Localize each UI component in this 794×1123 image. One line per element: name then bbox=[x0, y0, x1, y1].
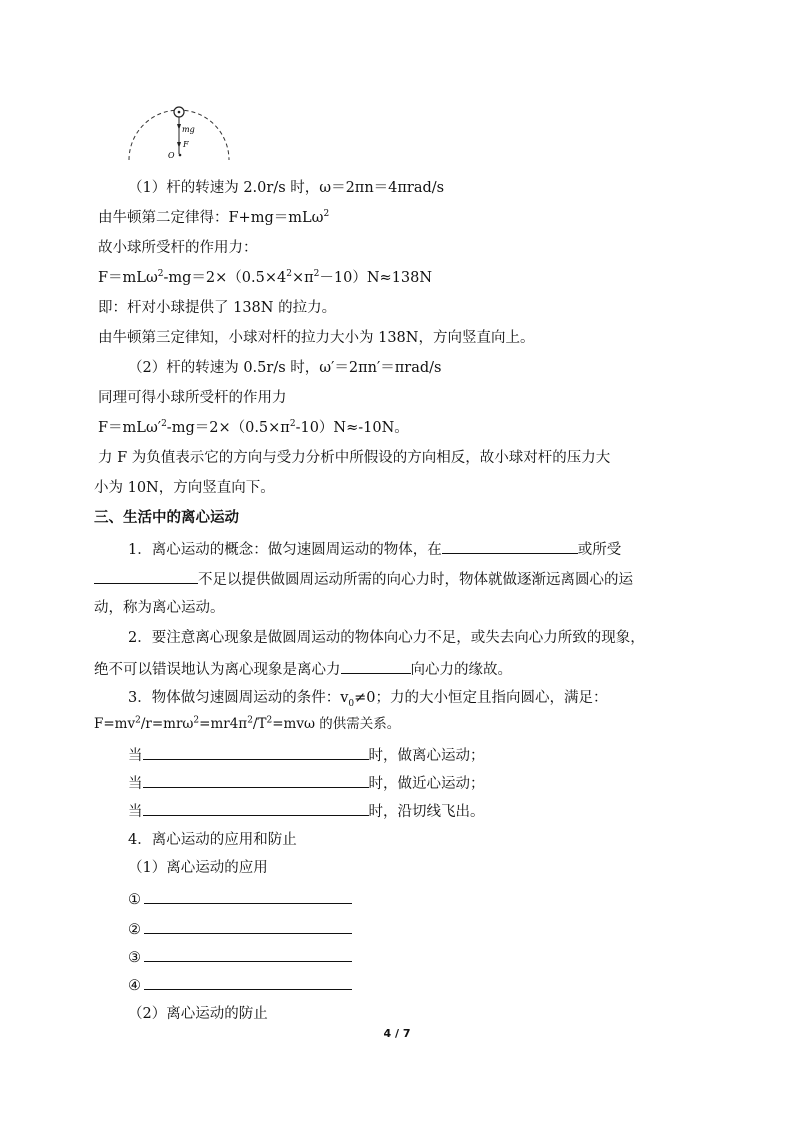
F-label: F bbox=[183, 140, 189, 149]
text-line: $F=mL\omega^2-mg=2\times(0.5\times 4^2\times\pi^2-10)N\approx 138N$ bbox=[98, 269, 433, 286]
fill-blank[interactable] bbox=[143, 744, 369, 760]
text-line: 4．离心运动的应用和防止 bbox=[128, 832, 297, 848]
text-line: 力 F 为负值表示它的方向与受力分析中所假设的方向相反，故小球对杆的压力大 bbox=[98, 450, 611, 466]
text-line: （2）离心运动的防止 bbox=[128, 1006, 268, 1022]
text-line: $F=mL\omega'^2-mg=2\times(0.5\times\pi^2-10)N\approx-10N$。 bbox=[98, 419, 409, 436]
fill-blank[interactable] bbox=[94, 568, 198, 584]
list-item: ③ bbox=[128, 946, 352, 968]
rod-ball-diagram bbox=[124, 100, 234, 164]
text-line: 当 时，做离心运动； bbox=[128, 744, 485, 766]
mg-arrow-icon bbox=[177, 124, 181, 130]
text-line: 由牛顿第二定律得：F+mg＝mLω$^2$ bbox=[98, 209, 330, 226]
text-line: 即：杆对小球提供了 138N 的拉力。 bbox=[98, 300, 337, 316]
text-line: 1．离心运动的概念：做匀速圆周运动的物体，在 或所受 bbox=[128, 538, 621, 560]
page-number: 4 / 7 bbox=[383, 1027, 411, 1040]
fill-blank[interactable] bbox=[144, 918, 352, 934]
fill-blank[interactable] bbox=[144, 888, 352, 904]
text-line: 当 时，做近心运动； bbox=[128, 772, 485, 794]
text-line: $F=mv^2/r=mr\omega^2=mr4\pi^2/T^2=mv\omega$ 的供需关系。 bbox=[94, 715, 401, 732]
fill-blank[interactable] bbox=[442, 538, 578, 554]
text-line: 同理可得小球所受杆的作用力 bbox=[98, 390, 287, 406]
text-line: 动，称为离心运动。 bbox=[94, 600, 225, 616]
mg-label: mg bbox=[182, 125, 195, 134]
text-line: （1）离心运动的应用 bbox=[128, 860, 268, 876]
list-item: ① bbox=[128, 888, 352, 910]
text-line: 绝不可以错误地认为离心现象是离心力 向心力的缘故。 bbox=[94, 658, 512, 680]
section-heading: 三、生活中的离心运动 bbox=[94, 510, 239, 526]
fill-blank[interactable] bbox=[144, 946, 352, 962]
text-line: （1）杆的转速为 2.0r/s 时，ω＝2πn＝4πrad/s bbox=[128, 180, 445, 196]
text-line: 当 时，沿切线飞出。 bbox=[128, 800, 485, 822]
text-line: 3．物体做匀速圆周运动的条件：$v_0\ne 0$；力的大小恒定且指向圆心，满足： bbox=[128, 690, 608, 709]
text-line: 由牛顿第三定律知，小球对杆的拉力大小为 138N，方向竖直向上。 bbox=[98, 330, 535, 346]
text-line: 故小球所受杆的作用力： bbox=[98, 240, 258, 256]
fill-blank[interactable] bbox=[143, 800, 369, 816]
text-line: 2．要注意离心现象是做圆周运动的物体向心力不足，或失去向心力所致的现象， bbox=[128, 630, 645, 646]
center-dot bbox=[179, 154, 182, 157]
F-arrow-icon bbox=[177, 142, 181, 148]
O-label: O bbox=[168, 151, 175, 160]
list-item: ④ bbox=[128, 974, 352, 996]
fill-blank[interactable] bbox=[144, 974, 352, 990]
text-line: （2）杆的转速为 0.5r/s 时，ω′＝2πn′＝πrad/s bbox=[128, 360, 442, 376]
fill-blank[interactable] bbox=[143, 772, 369, 788]
text-line: 不足以提供做圆周运动所需的向心力时，物体就做逐渐远离圆心的运 bbox=[94, 568, 633, 590]
list-item: ② bbox=[128, 918, 352, 940]
fill-blank[interactable] bbox=[341, 658, 411, 674]
text-line: 小为 10N，方向竖直向下。 bbox=[94, 480, 275, 496]
